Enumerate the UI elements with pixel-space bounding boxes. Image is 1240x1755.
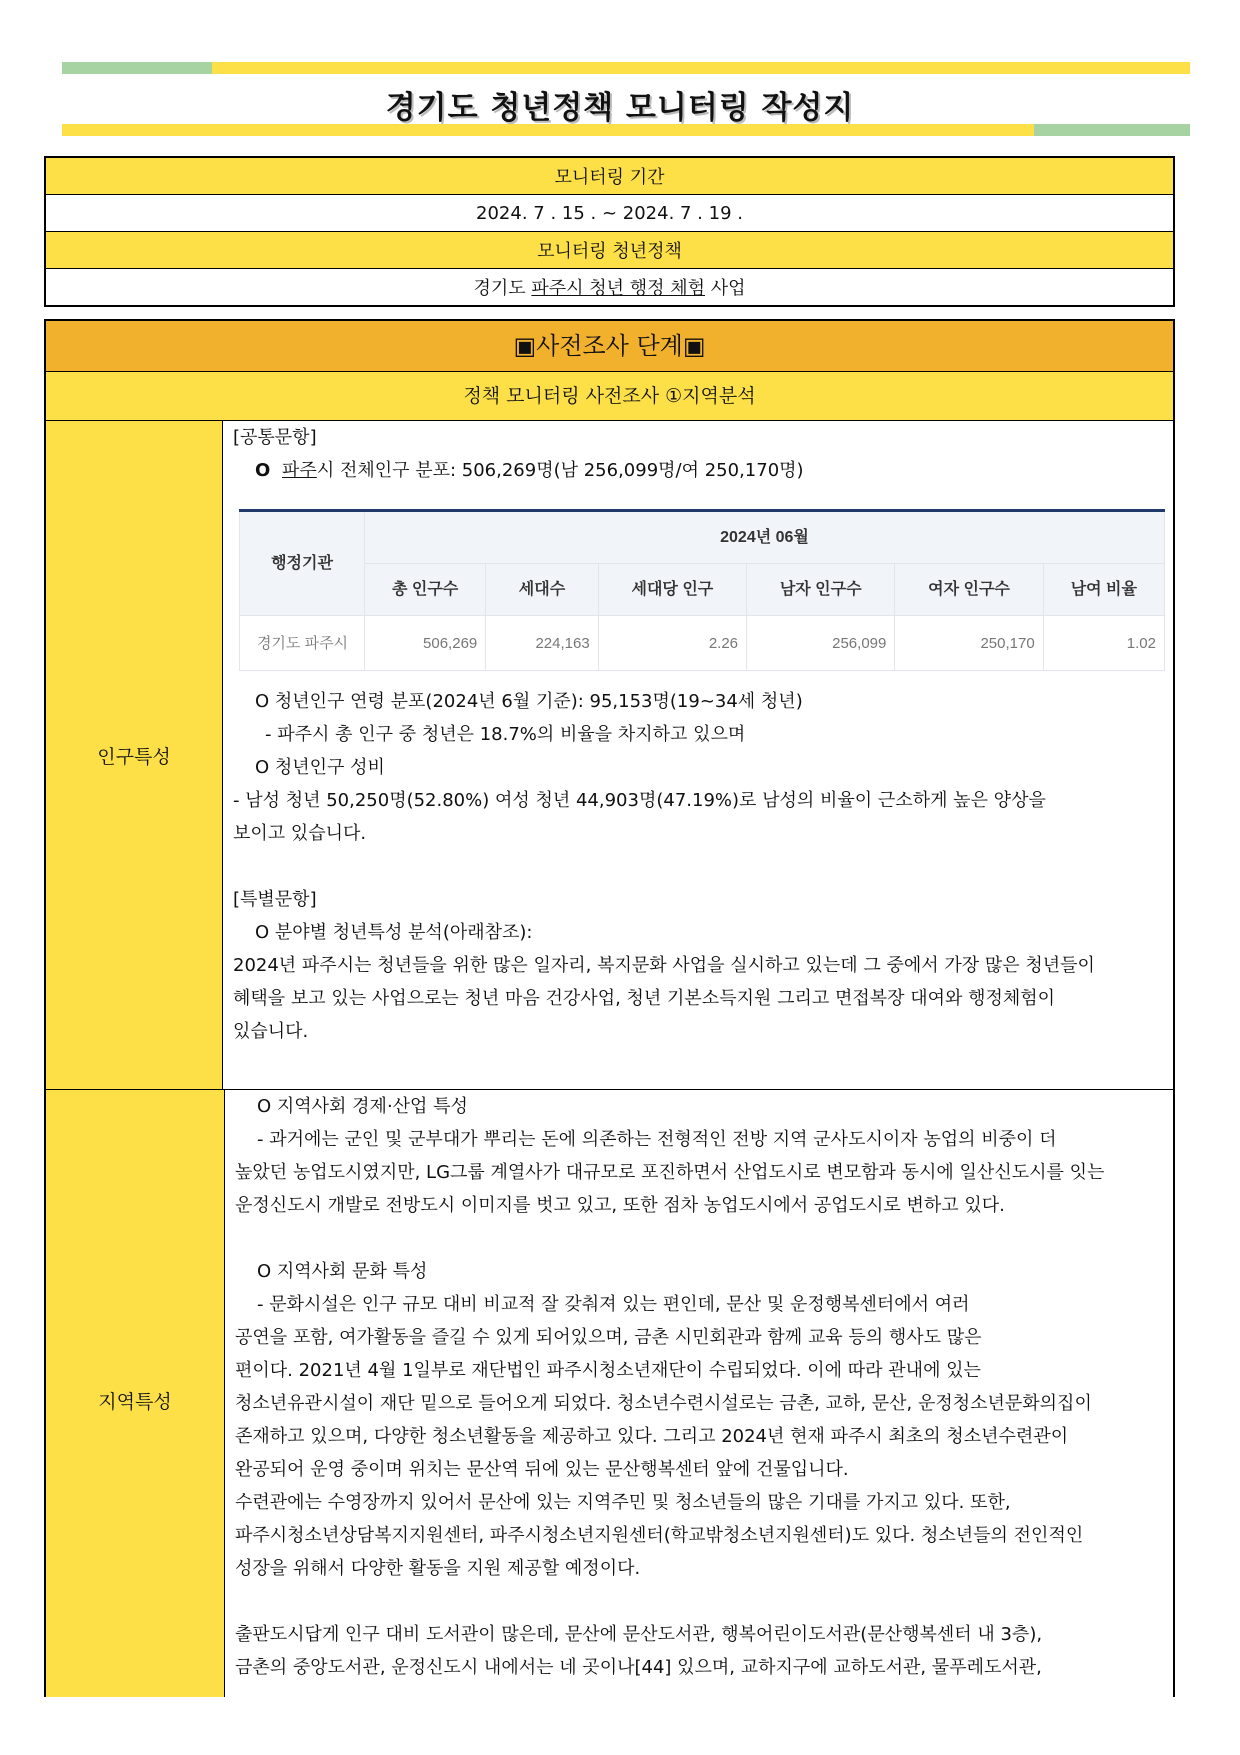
policy-label: 모니터링 청년정책 [45,232,1174,269]
stats-cell: 256,099 [747,616,895,671]
youth-ratio: - 파주시 총 인구 중 청년은 18.7%의 비율을 차지하고 있으며 [265,724,746,745]
info-table [44,156,1175,307]
stats-header: 세대수 [486,564,598,616]
total-population [233,454,1165,487]
stats-cell: 1.02 [1043,616,1164,671]
population-row [46,421,1173,1090]
spacer [233,850,1165,883]
library-line: 금촌의 중앙도서관, 운정신도시 내에서는 네 곳이나[44] 있으며, 교하지구에 교하도서관, 물푸레도서관, [235,1657,1042,1678]
culture-line: 편이다. 2021년 4월 1일부로 재단법인 파주시청소년재단이 수립되었다. 이에 따라 관내에 있는 [235,1360,981,1381]
stats-cell: 경기도 파주시 [240,616,365,671]
policy-name: 청년 행정 체험 [583,278,706,299]
top-green-bar [62,62,212,74]
youth-gender-line: - 남성 청년 50,250명(52.80%) 여성 청년 44,903명(47.19%)로 남성의 비율이 근소하게 높은 양상을 [233,790,1046,811]
policy-prefix: 경기도 [473,278,532,299]
stats-header: 남자 인구수 [747,564,895,616]
bullet-circle-icon: O [255,460,271,481]
special-line: 혜택을 보고 있는 사업으로는 청년 마음 건강사업, 청년 기본소득지원 그리고 면접복장 대여와 행정체험이 [233,988,1056,1009]
stats-header: 총 인구수 [365,564,486,616]
econ-title: O 지역사회 경제·산업 특성 [257,1096,468,1117]
culture-line: 파주시청소년상담복지지원센터, 파주시청소년지원센터(학교밖청소년지원센터)도 있다. 청소년들의 전인적인 [235,1525,1084,1546]
region-content [225,1090,1173,1697]
policy-city: 파주시 [531,278,584,299]
top-yellow-bar [212,62,1190,74]
population-label: 인구특성 [46,421,223,1089]
stats-cell: 250,170 [895,616,1043,671]
culture-title: O 지역사회 문화 특성 [257,1261,428,1282]
total-text: 시 전체인구 분포: 506,269명(남 256,099명/여 250,170명) [316,460,804,481]
region-label: 지역특성 [46,1090,225,1697]
stats-cell: 506,269 [365,616,486,671]
special-sub: O 분야별 청년특성 분석(아래참조): [255,922,533,943]
region-row [46,1090,1173,1697]
special-line: 있습니다. [233,1021,309,1042]
youth-gender-line: 보이고 있습니다. [233,823,367,844]
special-title: [특별문항] [233,889,317,910]
stats-header: 남여 비율 [1043,564,1164,616]
econ-line: - 과거에는 군인 및 군부대가 뿌리는 돈에 의존하는 전형적인 전방 지역 군사도시이자 농업의 비중이 더 [257,1129,1057,1150]
culture-line: 공연을 포함, 여가활동을 즐길 수 있게 되어있으며, 금촌 시민회관과 함께 교육 등의 행사도 많은 [235,1327,982,1348]
policy-suffix: 사업 [705,278,746,299]
stage-header: ▣사전조사 단계▣ [46,321,1173,372]
econ-line: 운정신도시 개발로 전방도시 이미지를 벗고 있고, 또한 점차 농업도시에서 공업도시로 변하고 있다. [235,1195,1005,1216]
policy-value [45,269,1174,307]
culture-line: - 문화시설은 인구 규모 대비 비교적 잘 갖춰져 있는 편인데, 문산 및 운정행복센터에서 여러 [257,1294,970,1315]
special-line: 2024년 파주시는 청년들을 위한 많은 일자리, 복지문화 사업을 실시하고 있는데 그 중에서 가장 많은 청년들이 [233,955,1095,976]
spacer [235,1222,1165,1255]
stats-header: 세대당 인구 [598,564,746,616]
population-stats-table [239,509,1165,671]
library-line: 출판도시답게 인구 대비 도서관이 많은데, 문산에 문산도서관, 행복어린이도서관(문산행복센터 내 3층), [235,1624,1043,1645]
stats-cell: 2.26 [598,616,746,671]
stats-cell: 224,163 [486,616,598,671]
culture-line: 존재하고 있으며, 다양한 청소년활동을 제공하고 있다. 그리고 2024년 현재 파주시 최초의 청소년수련관이 [235,1426,1069,1447]
culture-line: 완공되어 운영 중이며 위치는 문산역 뒤에 있는 문산행복센터 앞에 건물입니다. [235,1459,849,1480]
youth-age: O 청년인구 연령 분포(2024년 6월 기준): 95,153명(19~34세 청년) [255,691,803,712]
culture-line: 성장을 위해서 다양한 활동을 지원 제공할 예정이다. [235,1558,641,1579]
total-city: 파주 [282,460,317,481]
period-label: 모니터링 기간 [45,157,1174,195]
period-value: 2024. 7 . 15 . ~ 2024. 7 . 19 . [45,195,1174,232]
stats-col-org: 행정기관 [240,511,365,616]
page-title: 경기도 청년정책 모니터링 작성지 [385,90,855,126]
stats-period: 2024년 06월 [365,511,1165,564]
pre-survey-section [44,319,1175,1697]
culture-line: 청소년유관시설이 재단 밑으로 들어오게 되었다. 청소년수련시설로는 금촌, 교하, 문산, 운정청소년문화의집이 [235,1393,1092,1414]
econ-line: 높았던 농업도시였지만, LG그룹 계열사가 대규모로 포진하면서 산업도시로 변모함과 동시에 일산신도시를 잇는 [235,1162,1105,1183]
population-content [223,421,1173,1089]
spacer [235,1585,1165,1618]
table-row [240,616,1165,671]
culture-line: 수련관에는 수영장까지 있어서 문산에 있는 지역주민 및 청소년들의 많은 기대를 가지고 있다. 또한, [235,1492,1011,1513]
common-title: [공통문항] [233,427,317,448]
stats-header: 여자 인구수 [895,564,1043,616]
youth-gender-title: O 청년인구 성비 [255,757,385,778]
stage-subheader: 정책 모니터링 사전조사 ①지역분석 [46,372,1173,421]
